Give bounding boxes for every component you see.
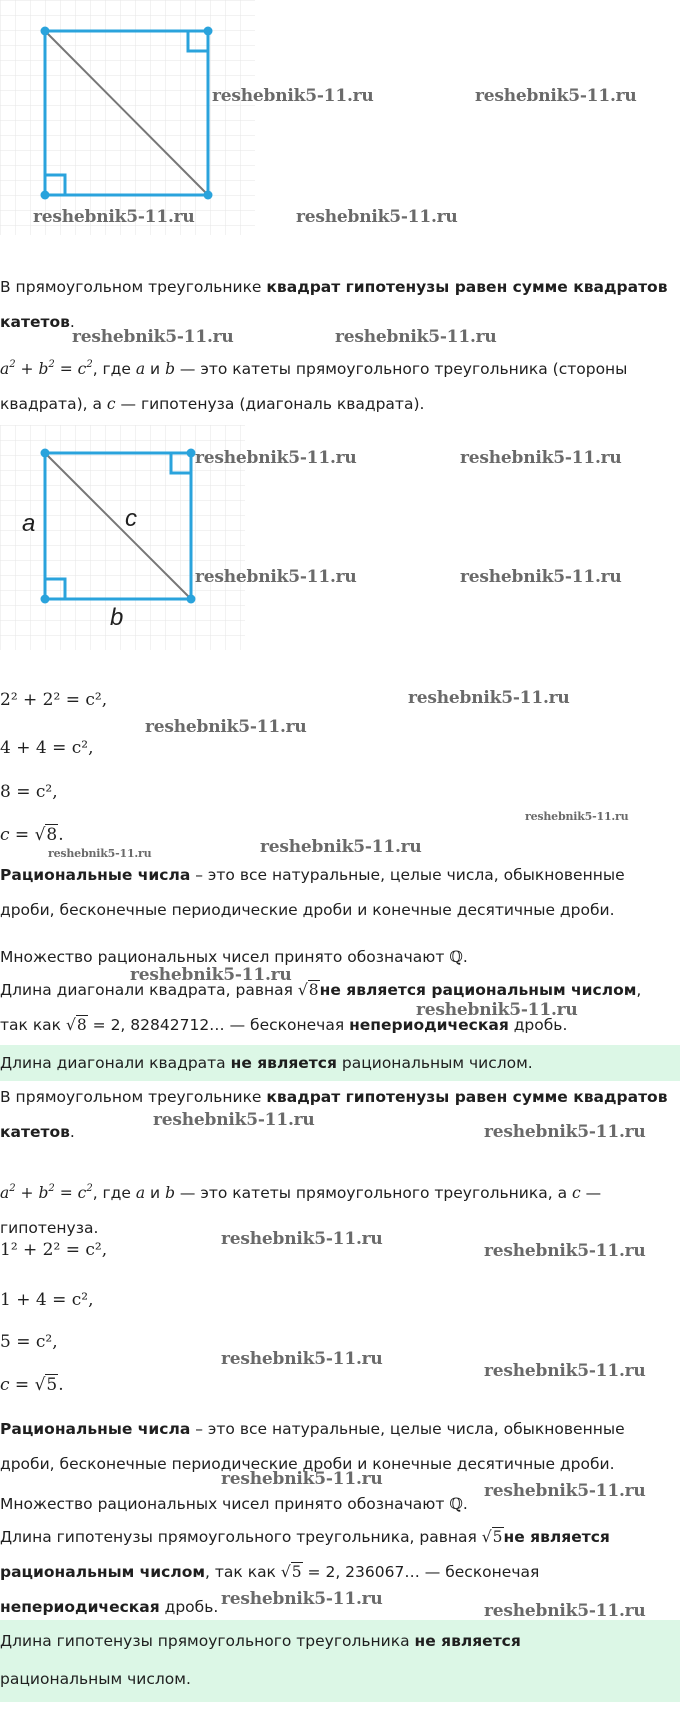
equation-1-3: 8 = c², bbox=[0, 782, 58, 802]
watermark: reshebnik5-11.ru bbox=[195, 448, 357, 468]
equation-1-4: c = √8. bbox=[0, 825, 64, 845]
side-label-b: b bbox=[110, 604, 124, 631]
pythagoras-formula-explanation-1: $a^2 + b^2 = c^2$, где a и b — это катеты прямоугольного треугольника (стороны квадрата), а c — гипотенуза (диагональ квадрата). bbox=[0, 359, 628, 413]
hypotenuse-conclusion: Длина гипотенузы прямоугольного треугольника, равная √5не является рациональным числом, так как √5 = 2, 236067… — бесконечая непериодическая дробь. bbox=[0, 1528, 610, 1616]
watermark: reshebnik5-11.ru bbox=[260, 837, 422, 857]
answer-box-1: Длина диагонали квадрата не является рациональным числом. bbox=[0, 1045, 680, 1081]
watermark: reshebnik5-11.ru bbox=[416, 1000, 578, 1020]
equation-2-2: 1 + 4 = c², bbox=[0, 1290, 94, 1310]
watermark: reshebnik5-11.ru bbox=[72, 327, 234, 347]
watermark: reshebnik5-11.ru bbox=[130, 965, 292, 985]
pythagoras-statement-1: В прямоугольном треугольнике квадрат гипотенузы равен сумме квадратов катетов. bbox=[0, 278, 668, 331]
watermark: reshebnik5-11.ru bbox=[212, 86, 374, 106]
rational-set-1: Множество рациональных чисел принято обозначают ℚ. bbox=[0, 948, 468, 966]
square-figure-1 bbox=[0, 0, 260, 235]
watermark: reshebnik5-11.ru bbox=[408, 688, 570, 708]
rational-definition-1: Рациональные числа – это все натуральные, целые числа, обыкновенные дроби, бесконечные периодические дроби и конечные десятичные дроби. bbox=[0, 866, 625, 919]
pythagoras-formula-explanation-2: $a^2 + b^2 = c^2$, где a и b — это катеты прямоугольного треугольника, а c — гипотенуза. bbox=[0, 1183, 602, 1237]
equation-2-3: 5 = c², bbox=[0, 1332, 58, 1352]
watermark: reshebnik5-11.ru bbox=[145, 717, 307, 737]
side-label-a: a bbox=[22, 510, 36, 537]
watermark: reshebnik5-11.ru bbox=[153, 1110, 315, 1130]
equation-2-1: 1² + 2² = c², bbox=[0, 1240, 108, 1260]
pythagoras-statement-2: В прямоугольном треугольнике квадрат гипотенузы равен сумме квадратов катетов. bbox=[0, 1088, 668, 1141]
watermark: reshebnik5-11.ru bbox=[460, 567, 622, 587]
answer-box-2: Длина гипотенузы прямоугольного треугольника не является рациональным числом. bbox=[0, 1620, 680, 1702]
rational-definition-2: Рациональные числа – это все натуральные, целые числа, обыкновенные дроби, бесконечные периодические дроби и конечные десятичные дроби. bbox=[0, 1420, 625, 1473]
watermark: reshebnik5-11.ru bbox=[484, 1361, 646, 1381]
watermark: reshebnik5-11.ru bbox=[221, 1349, 383, 1369]
watermark: reshebnik5-11.ru bbox=[484, 1241, 646, 1261]
diagonal-conclusion: Длина диагонали квадрата, равная √8не является рациональным числом, так как √8 = 2, 82842712… — бесконечая непериодическая дробь. bbox=[0, 981, 642, 1034]
watermark: reshebnik5-11.ru bbox=[221, 1229, 383, 1249]
watermark: reshebnik5-11.ru bbox=[221, 1469, 383, 1489]
equation-2-4: c = √5. bbox=[0, 1375, 64, 1395]
watermark: reshebnik5-11.ru bbox=[296, 207, 458, 227]
watermark: reshebnik5-11.ru bbox=[484, 1601, 646, 1621]
watermark: reshebnik5-11.ru bbox=[48, 847, 152, 860]
watermark: reshebnik5-11.ru bbox=[475, 86, 637, 106]
watermark: reshebnik5-11.ru bbox=[484, 1481, 646, 1501]
equation-1-2: 4 + 4 = c², bbox=[0, 738, 94, 758]
watermark: reshebnik5-11.ru bbox=[33, 207, 195, 227]
watermark: reshebnik5-11.ru bbox=[484, 1122, 646, 1142]
equation-1-1: 2² + 2² = c², bbox=[0, 690, 108, 710]
watermark: reshebnik5-11.ru bbox=[525, 810, 629, 823]
watermark: reshebnik5-11.ru bbox=[195, 567, 357, 587]
rational-set-2: Множество рациональных чисел принято обозначают ℚ. bbox=[0, 1495, 468, 1513]
watermark: reshebnik5-11.ru bbox=[221, 1589, 383, 1609]
diagonal-label-c: c bbox=[125, 505, 137, 532]
watermark: reshebnik5-11.ru bbox=[460, 448, 622, 468]
watermark: reshebnik5-11.ru bbox=[335, 327, 497, 347]
